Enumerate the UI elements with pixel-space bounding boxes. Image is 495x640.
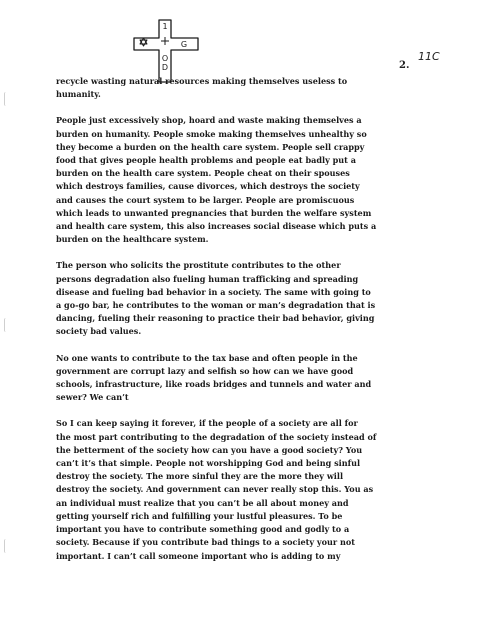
text-line: humanity.: [56, 89, 101, 100]
star-of-david-icon: [140, 38, 147, 46]
text-line: So I can keep saying it forever, if the people of a society are all for: [56, 418, 358, 429]
paragraph: [56, 259, 456, 338]
text-line: getting yourself rich and fulfilling your lustful pleasures. To be: [56, 510, 343, 521]
text-line: they become a burden on the health care system. People sell crappy: [56, 141, 365, 152]
text-line: can’t it’s that simple. People not worshipping God and being sinful: [56, 458, 361, 469]
logo-letter: 1: [162, 22, 168, 31]
text-line: burden on the health care system. People cheat on their spouses: [56, 168, 350, 179]
paragraph: [56, 352, 456, 405]
logo-letter: D: [161, 63, 169, 72]
page-number: 2.: [399, 60, 410, 71]
logo-letter: O: [161, 54, 169, 63]
logo-letter: G: [180, 40, 188, 49]
text-line: recycle wasting natural resources making themselves useless to: [56, 76, 348, 86]
text-line: the betterment of the society how can you have a good society? You: [56, 444, 363, 455]
text-line: dancing, fueling their reasoning to practice their bad behavior, giving: [56, 313, 375, 324]
text-line: important. I can’t call someone important who is adding to my: [56, 550, 341, 561]
text-line: burden on humanity. People smoke making themselves unhealthy so: [56, 128, 367, 139]
punch-hole-mark: [4, 539, 9, 553]
text-line: society bad values.: [56, 326, 142, 337]
text-line: sewer? We can’t: [56, 392, 129, 403]
text-line: important you have to contribute something good and godly to a: [56, 524, 350, 535]
text-line: food that gives people health problems and people eat badly put a: [56, 155, 356, 166]
text-line: No one wants to contribute to the tax base and often people in the: [56, 352, 358, 363]
text-line: persons degradation also fueling human trafficking and spreading: [56, 273, 359, 284]
punch-hole-mark: [4, 318, 9, 332]
text-line: schools, infrastructure, like roads bridges and tunnels and water and: [56, 379, 372, 390]
paragraph: [56, 114, 456, 246]
text-line: a go-go bar, he contributes to the woman or man’s degradation that is: [56, 300, 376, 311]
text-line: which leads to unwanted pregnancies that burden the welfare system: [56, 207, 372, 218]
text-line: burden on the healthcare system.: [56, 234, 209, 245]
punch-hole-mark: [4, 92, 9, 106]
text-line: which destroys families, cause divorces, which destroys the society: [56, 181, 360, 192]
text-line: and health care system, this also increases social disease which puts a: [56, 221, 377, 232]
text-line: the most part contributing to the degradation of the society instead of: [56, 431, 377, 442]
text-line: People just excessively shop, hoard and waste making themselves a: [56, 115, 362, 126]
text-line: The person who solicits the prostitute contributes to the other: [56, 260, 341, 271]
paragraph: [56, 417, 456, 562]
text-line: an individual must realize that you can’t be all about money and: [56, 497, 349, 508]
text-line: government are corrupt lazy and selfish so how can we have good: [56, 365, 354, 376]
text-line: disease and fueling bad behavior in a society. The same with going to: [56, 286, 371, 297]
text-line: destroy the society. And government can never really stop this. You as: [56, 484, 374, 495]
text-line: and causes the court system to be larger. People are promiscuous: [56, 194, 355, 205]
text-line: destroy the society. The more sinful they are the more they will: [56, 471, 344, 482]
paragraph: [56, 75, 456, 101]
body-text: [56, 75, 456, 563]
text-line: society. Because if you contribute bad things to a society your not: [56, 537, 356, 548]
handwritten-note: 11C: [418, 50, 440, 63]
